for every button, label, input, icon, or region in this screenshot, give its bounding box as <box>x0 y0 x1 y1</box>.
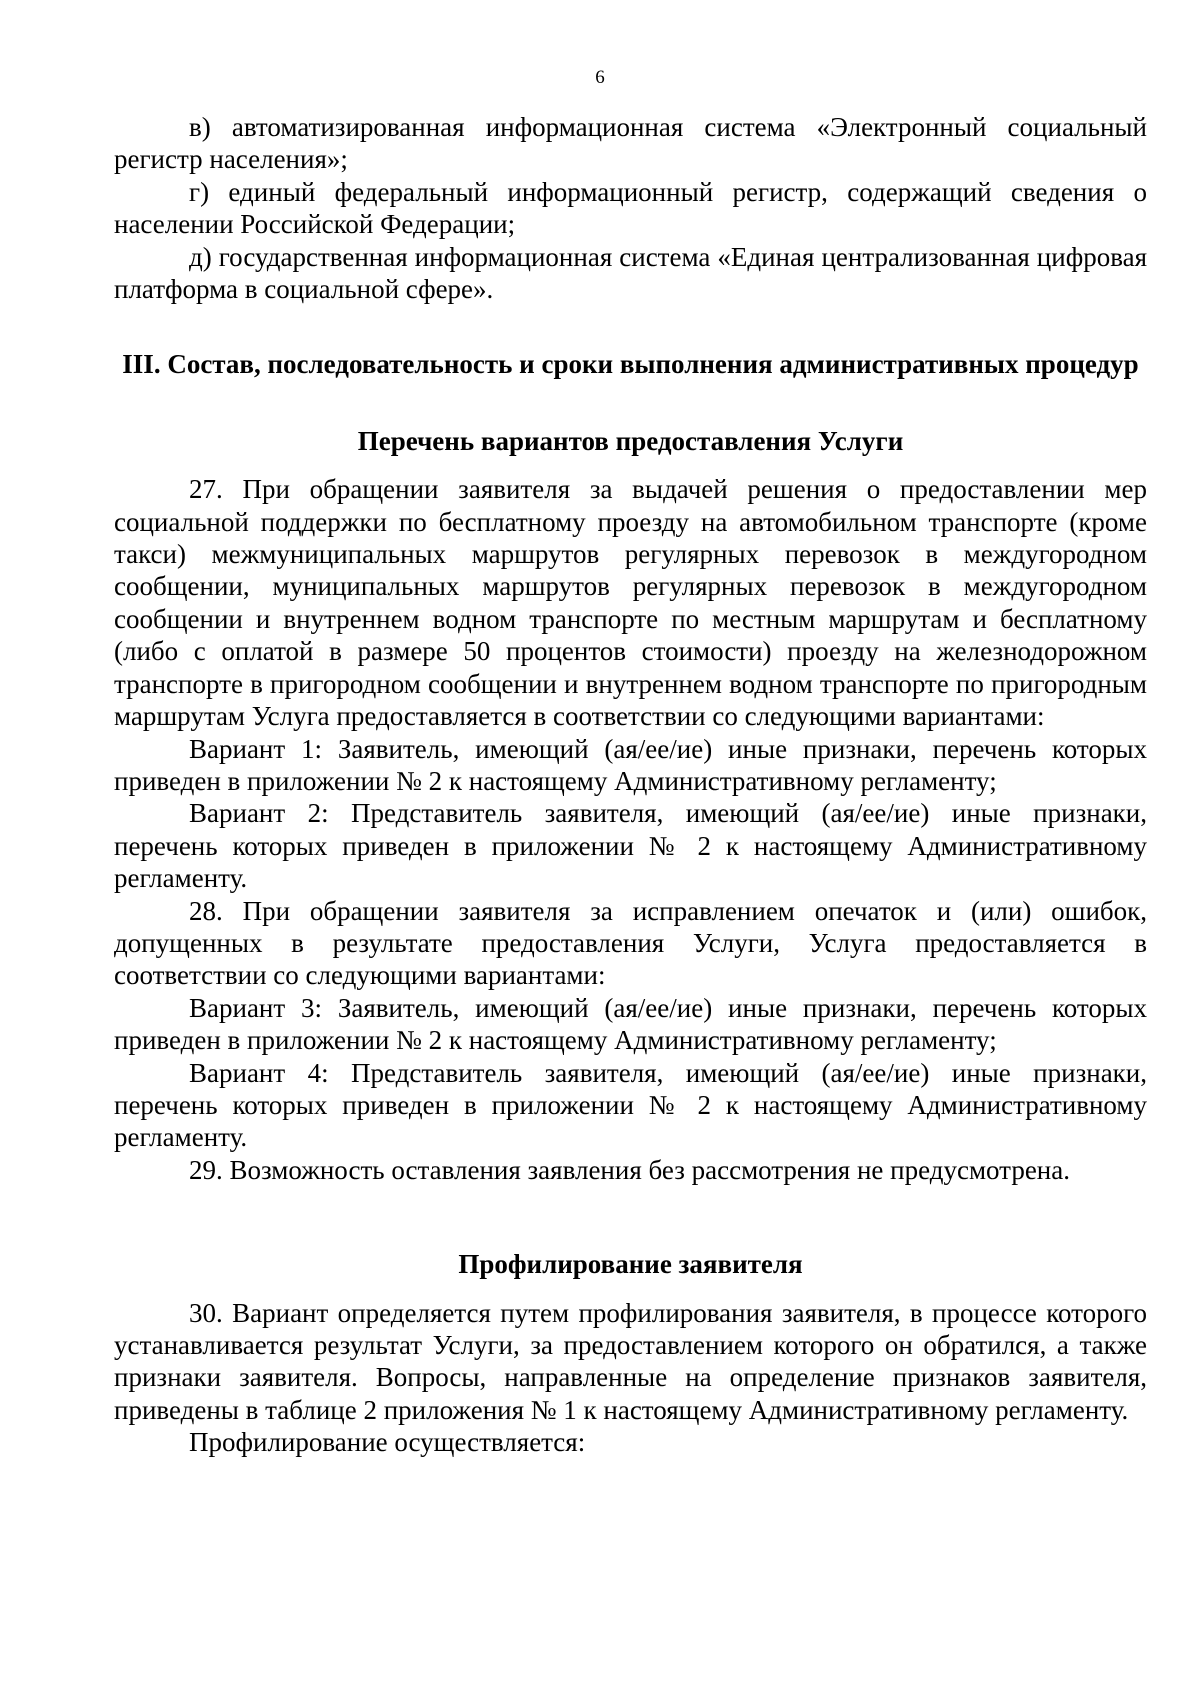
list-item-v: в) автоматизированная информационная система «Электронный социальный регистр населения»; <box>114 112 1147 175</box>
variant-1: Вариант 1: Заявитель, имеющий (ая/ее/ие) иные признаки, перечень которых приведен в приложении № 2 к настоящему Административному регламенту; <box>114 733 1147 796</box>
list-item-d: д) государственная информационная система «Единая централизованная цифровая платформа в социальной сфере». <box>114 241 1147 305</box>
variant-3: Вариант 3: Заявитель, имеющий (ая/ее/ие) иные признаки, перечень которых приведен в приложении № 2 к настоящему Административному регламенту; <box>114 992 1147 1056</box>
page-number: 6 <box>595 67 605 88</box>
paragraph-29: 29. Возможность оставления заявления без рассмотрения не предусмотрена. <box>189 1154 1070 1185</box>
subheading-variants: Перечень вариантов предоставления Услуги <box>357 425 904 456</box>
variant-2: Вариант 2: Представитель заявителя, имеющий (ая/ее/ие) иные признаки, перечень которых приведен в приложении № 2 к настоящему Административному регламенту. <box>114 798 1147 894</box>
section-heading: III. Состав, последовательность и сроки выполнения административных процедур <box>122 349 1139 380</box>
variant-4: Вариант 4: Представитель заявителя, имеющий (ая/ее/ие) иные признаки, перечень которых приведен в приложении № 2 к настоящему Административному регламенту. <box>114 1057 1147 1153</box>
paragraph-30: 30. Вариант определяется путем профилирования заявителя, в процессе которого устанавливается результат Услуги, за предоставлением которого он обратился, а также признаки заявителя. Вопросы, направленные на определение признаков заявителя, приведены в таблице 2 приложения № 1 к настоящему Административному регламенту. <box>114 1297 1147 1425</box>
document-body <box>114 111 1147 1459</box>
profiling-intro: Профилирование осуществляется: <box>189 1427 586 1458</box>
paragraph-27: 27. При обращении заявителя за выдачей решения о предоставлении мер социальной поддержки по бесплатному проезду на автомобильном транспорте (кроме такси) межмуниципальных маршрутов регулярных перевозок в междугородном сообщении, муниципальных маршрутов регулярных перевозок в междугородном сообщении и внутреннем водном транспорте по местным маршрутам и бесплатному (либо с оплатой в размере 50 процентов стоимости) проезду на железнодорожном транспорте в пригородном сообщении и внутреннем водном транспорте по пригородным маршрутам Услуга предоставляется в соответствии со следующими вариантами: <box>114 474 1147 732</box>
subheading-profiling: Профилирование заявителя <box>458 1249 803 1280</box>
list-item-g: г) единый федеральный информационный регистр, содержащий сведения о населении Российской Федерации; <box>114 176 1147 240</box>
paragraph-28: 28. При обращении заявителя за исправлением опечаток и (или) ошибок, допущенных в результате предоставления Услуги, Услуга предоставляется в соответствии со следующими вариантами: <box>114 895 1147 991</box>
